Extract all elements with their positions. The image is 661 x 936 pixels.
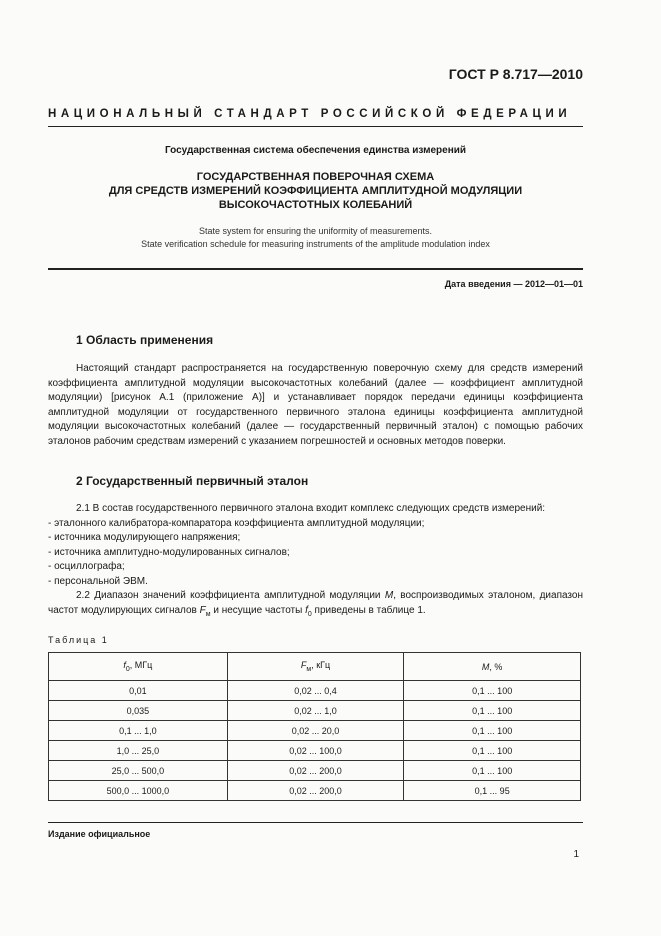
table-header-row bbox=[49, 653, 581, 681]
section-1-body bbox=[48, 362, 583, 449]
table-cell: 0,1 ... 100 bbox=[404, 701, 581, 721]
table-cell: 0,1 ... 100 bbox=[404, 721, 581, 741]
list-item: - источника модулирующего напряжения; bbox=[48, 532, 241, 543]
table-cell: 0,1 ... 100 bbox=[404, 681, 581, 701]
list-item: - персональной ЭВМ. bbox=[48, 575, 148, 587]
section-1-heading: 1 Область применения bbox=[76, 333, 214, 347]
table-row bbox=[49, 741, 581, 761]
table-cell: 0,02 ... 200,0 bbox=[227, 761, 404, 781]
table-cell: 0,02 ... 100,0 bbox=[227, 741, 404, 761]
table-cell: 0,035 bbox=[49, 701, 228, 721]
table-cell: 0,02 ... 0,4 bbox=[227, 681, 404, 701]
table-row bbox=[49, 721, 581, 741]
table-cell: 1,0 ... 25,0 bbox=[49, 741, 228, 761]
section-2-body bbox=[48, 502, 583, 622]
english-title-line: State verification schedule for measuring instruments of the amplitude modulation index bbox=[141, 239, 490, 249]
main-title-line: ВЫСОКОЧАСТОТНЫХ КОЛЕБАНИЙ bbox=[218, 199, 413, 211]
table-cell: 25,0 ... 500,0 bbox=[49, 761, 228, 781]
header-modulation-frequency: $F_м$, кГц bbox=[227, 653, 404, 681]
paragraph-2-2: 2.2 Диапазон значений коэффициента амплитудной модуляции M, воспроизводимых эталоном, диапазон частот модулирующих сигналов $F_м$ и несущие частоты $f_0$ приведены в таблице 1. bbox=[48, 590, 583, 618]
paragraph-2-1: 2.1 В состав государственного первичного эталона входит комплекс следующих средств измерений: bbox=[76, 503, 546, 514]
table-cell: 0,1 ... 1,0 bbox=[49, 721, 228, 741]
edition-note: Издание официальное bbox=[48, 829, 151, 839]
list-item: - эталонного калибратора-компаратора коэффициента амплитудной модуляции; bbox=[48, 517, 425, 529]
table-cell: 0,02 ... 1,0 bbox=[227, 701, 404, 721]
national-standard-banner: НАЦИОНАЛЬНЫЙ СТАНДАРТ РОССИЙСКОЙ ФЕДЕРАЦИИ bbox=[48, 108, 572, 120]
table-cell: 0,1 ... 95 bbox=[404, 781, 581, 801]
parameters-table bbox=[48, 652, 581, 801]
section-1-paragraph: Настоящий стандарт распространяется на государственную поверочную схему для средств измерений коэффициента амплитудной модуляции высокочастотных колебаний (далее — коэффициент амплитудной модуляции) [рисунок А.1 (приложение А)] и устанавливает порядок передачи единицы коэффициента амплитудной модуляции от государственного первичного эталона единицы коэффициента амплитудной модуляции высокочастотных колебаний (далее — государственный первичный эталон) с помощью рабочих эталонов рабочим средствам измерений с указанием погрешностей и основных методов поверки. bbox=[48, 363, 583, 447]
list-item: - осциллографа; bbox=[48, 561, 125, 572]
main-title-line: ДЛЯ СРЕДСТВ ИЗМЕРЕНИЙ КОЭФФИЦИЕНТА АМПЛИТУДНОЙ МОДУЛЯЦИИ bbox=[108, 185, 523, 197]
table-cell: 0,02 ... 200,0 bbox=[227, 781, 404, 801]
table-cell: 0,1 ... 100 bbox=[404, 741, 581, 761]
section-2-heading: 2 Государственный первичный эталон bbox=[76, 474, 309, 488]
table-cell: 0,1 ... 100 bbox=[404, 761, 581, 781]
table-row bbox=[49, 701, 581, 721]
gost-code: ГОСТ Р 8.717—2010 bbox=[448, 66, 583, 82]
header-carrier-frequency: $f_0$, МГц bbox=[49, 653, 228, 681]
system-title: Государственная система обеспечения единства измерений bbox=[164, 145, 467, 156]
english-title-line: State system for ensuring the uniformity of measurements. bbox=[198, 226, 433, 236]
english-title bbox=[48, 225, 583, 251]
table-cell: 0,01 bbox=[49, 681, 228, 701]
main-title bbox=[48, 170, 583, 212]
table-row bbox=[49, 781, 581, 801]
table-caption: Таблица 1 bbox=[48, 635, 109, 645]
bottom-rule bbox=[48, 822, 583, 823]
table-row bbox=[49, 681, 581, 701]
middle-rule bbox=[48, 268, 583, 270]
top-rule bbox=[48, 126, 583, 127]
main-title-line: ГОСУДАРСТВЕННАЯ ПОВЕРОЧНАЯ СХЕМА bbox=[196, 171, 435, 183]
list-item: - источника амплитудно-модулированных сигналов; bbox=[48, 546, 290, 558]
header-modulation-index: M, % bbox=[404, 653, 581, 681]
introduction-date: Дата введения — 2012—01—01 bbox=[444, 279, 583, 289]
table-cell: 500,0 ... 1000,0 bbox=[49, 781, 228, 801]
table-cell: 0,02 ... 20,0 bbox=[227, 721, 404, 741]
page-number: 1 bbox=[573, 849, 579, 860]
table-row bbox=[49, 761, 581, 781]
